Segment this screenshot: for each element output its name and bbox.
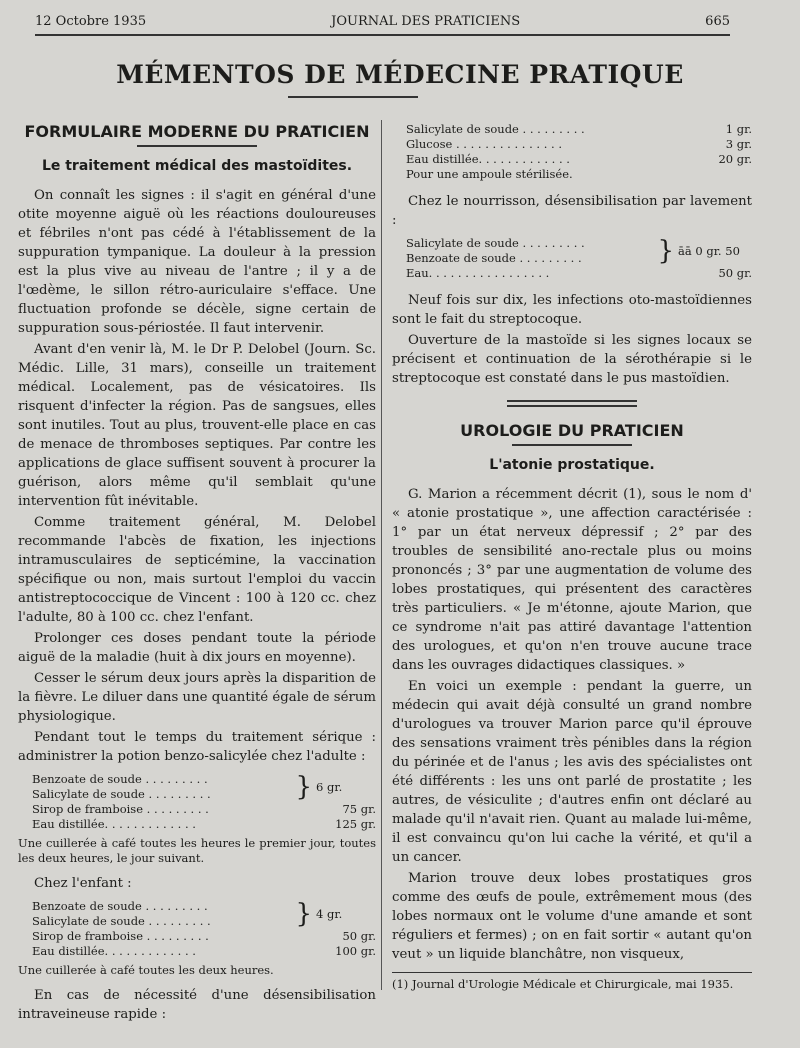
prescription-qty: 75 gr. (342, 802, 376, 816)
paragraph: Avant d'en venir là, M. le Dr P. Delobel (Journ. Sc. Médic. Lille, 31 mars), conseille un traitement médical. Localement, pas de vésicatoires. Ils risquent d'infecter la région. Pas de sangsues, elles sont inutiles. Tout au plus, trouvent-elle place en cas de menace de thromboses septiques. Par contre les applications de glace suffisent souvent à procurer la guérison, alors même qu'il semblait qu'une intervention fût inévitable. (18, 342, 376, 509)
page-title: MÉMENTOS DE MÉDECINE PRATIQUE (116, 60, 684, 89)
prescription-row (32, 802, 376, 817)
running-header (35, 14, 730, 29)
brace: } (295, 899, 312, 929)
prescription-item: Salicylate de soude . . . . . . . . . (406, 236, 585, 250)
prescription-item: Sirop de framboise . . . . . . . . . (32, 929, 209, 943)
prescription-qty: 50 gr. (342, 929, 376, 943)
prescription-adult (32, 772, 376, 832)
prescription-row (406, 152, 752, 167)
paragraph: On connaît les signes : il s'agit en général d'une otite moyenne aiguë où les réactions douloureuses et fébriles n'ont pas cédé à l'établissement de la suppuration tympanique. La douleur à la pression est la plus vive au niveau de l'antre ; il y a de l'œdème, le sillon rétro-auriculaire s'efface. Une fluctuation profonde se décèle, signe certain de suppuration sous-périostée. Il faut intervenir. (18, 188, 376, 336)
prescription-group (32, 899, 376, 929)
prescription-qty: 20 gr. (718, 152, 752, 166)
prescription-item: Benzoate de soude . . . . . . . . . (32, 772, 208, 786)
header-page-number: 665 (705, 14, 730, 29)
header-journal: JOURNAL DES PRATICIENS (331, 14, 521, 29)
dosage-note: Une cuillerée à café toutes les heures le premier jour, toutes les deux heures, le jour suivant. (18, 836, 376, 865)
prescription-group (32, 772, 376, 802)
paragraph: Prolonger ces doses pendant toute la période aiguë de la maladie (huit à dix jours en moyenne). (18, 631, 376, 665)
prescription-qty: 125 gr. (335, 817, 376, 831)
prescription-item: Eau distillée. . . . . . . . . . . . . (32, 817, 196, 831)
prescription-qty: 1 gr. (725, 122, 752, 136)
prescription-row (32, 944, 376, 959)
prescription-qty: 50 gr. (718, 266, 752, 280)
paragraph: Pendant tout le temps du traitement sérique : administrer la potion benzo-salicylée chez l'adulte : (18, 730, 376, 764)
header-date: 12 Octobre 1935 (35, 14, 147, 29)
footnote: (1) Journal d'Urologie Médicale et Chirurgicale, mai 1935. (392, 977, 734, 991)
brace: } (657, 236, 674, 266)
paragraph: Chez le nourrisson, désensibilisation par lavement : (392, 194, 752, 228)
prescription-qty: 4 gr. (316, 906, 343, 921)
paragraph: Ouverture de la mastoïde si les signes locaux se précisent et continuation de la sérothérapie si le streptocoque est constaté dans le pus mastoïdien. (392, 333, 752, 386)
prescription-item: Salicylate de soude . . . . . . . . . (406, 122, 585, 136)
column-divider (381, 120, 382, 990)
section-heading-formulaire: FORMULAIRE MODERNE DU PRATICIEN (24, 122, 370, 141)
prescription-child (32, 899, 376, 959)
prescription-row (406, 122, 752, 137)
section-separator (507, 400, 637, 407)
prescription-item: Salicylate de soude . . . . . . . . . (32, 914, 211, 928)
prescription-qty: 6 gr. (316, 779, 343, 794)
title-rule (288, 96, 418, 98)
prescription-item: Salicylate de soude . . . . . . . . . (32, 787, 211, 801)
prescription-row (406, 137, 752, 152)
paragraph: Chez l'enfant : (34, 876, 132, 891)
prescription-item: Pour une ampoule stérilisée. (406, 167, 573, 181)
article-title-atonie: L'atonie prostatique. (489, 457, 655, 473)
prescription-item: Benzoate de soude . . . . . . . . . (406, 251, 582, 265)
footnote-rule (392, 972, 752, 973)
prescription-group (406, 236, 752, 266)
prescription-qty: 3 gr. (725, 137, 752, 151)
prescription-item: Glucose . . . . . . . . . . . . . . . (406, 137, 563, 151)
brace: } (295, 772, 312, 802)
prescription-row (32, 817, 376, 832)
left-column (18, 120, 376, 1024)
prescription-lavement (406, 236, 752, 281)
paragraph: En voici un exemple : pendant la guerre, un médecin qui avait déjà consulté un grand nombre d'urologues va trouver Marion parce qu'il éprouve des sensations vraiment très pénibles dans la région du périnée et de l'anus ; les avis des spécialistes ont été différents : les uns ont parlé de prostatite ; les autres, de vésiculite ; d'autres enfin ont déclaré au malade qu'il n'avait rien. Quant au malade lui-même, il est convaincu qu'on lui cache la vérité, et qu'il a un cancer. (392, 679, 752, 865)
article-title-mastoidites: Le traitement médical des mastoïdites. (41, 158, 353, 174)
dosage-note: Une cuillerée à café toutes les deux heures. (18, 963, 274, 977)
right-column (392, 120, 752, 992)
paragraph: Neuf fois sur dix, les infections oto-mastoïdiennes sont le fait du streptocoque. (392, 293, 752, 327)
prescription-item: Benzoate de soude . . . . . . . . . (32, 899, 208, 913)
paragraph: Cesser le sérum deux jours après la disparition de la fièvre. Le diluer dans une quantité égale de sérum physiologique. (18, 671, 376, 724)
prescription-item: Eau distillée. . . . . . . . . . . . . (32, 944, 196, 958)
prescription-row (32, 929, 376, 944)
section-rule (512, 444, 632, 446)
prescription-qty: 100 gr. (335, 944, 376, 958)
header-rule (35, 34, 730, 36)
section-rule (137, 145, 257, 147)
prescription-item: Sirop de framboise . . . . . . . . . (32, 802, 209, 816)
prescription-item: Eau distillée. . . . . . . . . . . . . (406, 152, 570, 166)
prescription-row (406, 266, 752, 281)
paragraph: Marion trouve deux lobes prostatiques gros comme des œufs de poule, extrêmement mous (des lobes normaux ont le volume d'une amande et sont réguliers et fermes) ; on en fait sortir « autant qu'on veut » un liquide blanchâtre, non visqueux, (392, 871, 752, 962)
prescription-qty: āā 0 gr. 50 (678, 243, 740, 258)
prescription-ampoule (406, 122, 752, 182)
paragraph: Comme traitement général, M. Delobel recommande l'abcès de fixation, les injections intramusculaires de septicémine, la vaccination spécifique ou non, mais surtout l'emploi du vaccin antistreptococcique de Vincent : 100 à 120 cc. chez l'adulte, 80 à 100 cc. chez l'enfant. (18, 515, 376, 625)
paragraph: En cas de nécessité d'une désensibilisation intraveineuse rapide : (18, 988, 376, 1022)
prescription-item: Eau. . . . . . . . . . . . . . . . . (406, 266, 550, 280)
paragraph: G. Marion a récemment décrit (1), sous le nom d' « atonie prostatique », une affection caractérisée : 1° par un état nerveux dépressif ; 2° par des troubles de sensibilité ano-rectale plus ou moins prononcés ; 3° par une augmentation de volume des lobes prostatiques, qui présentent des caractères très particuliers. « Je m'étonne, ajoute Marion, que ce syndrome n'ait pas attiré davantage l'attention des urologues, et qu'on n'en trouve aucune trace dans les ouvrages didactiques classiques. » (392, 487, 752, 673)
section-heading-urologie: UROLOGIE DU PRATICIEN (460, 421, 684, 440)
